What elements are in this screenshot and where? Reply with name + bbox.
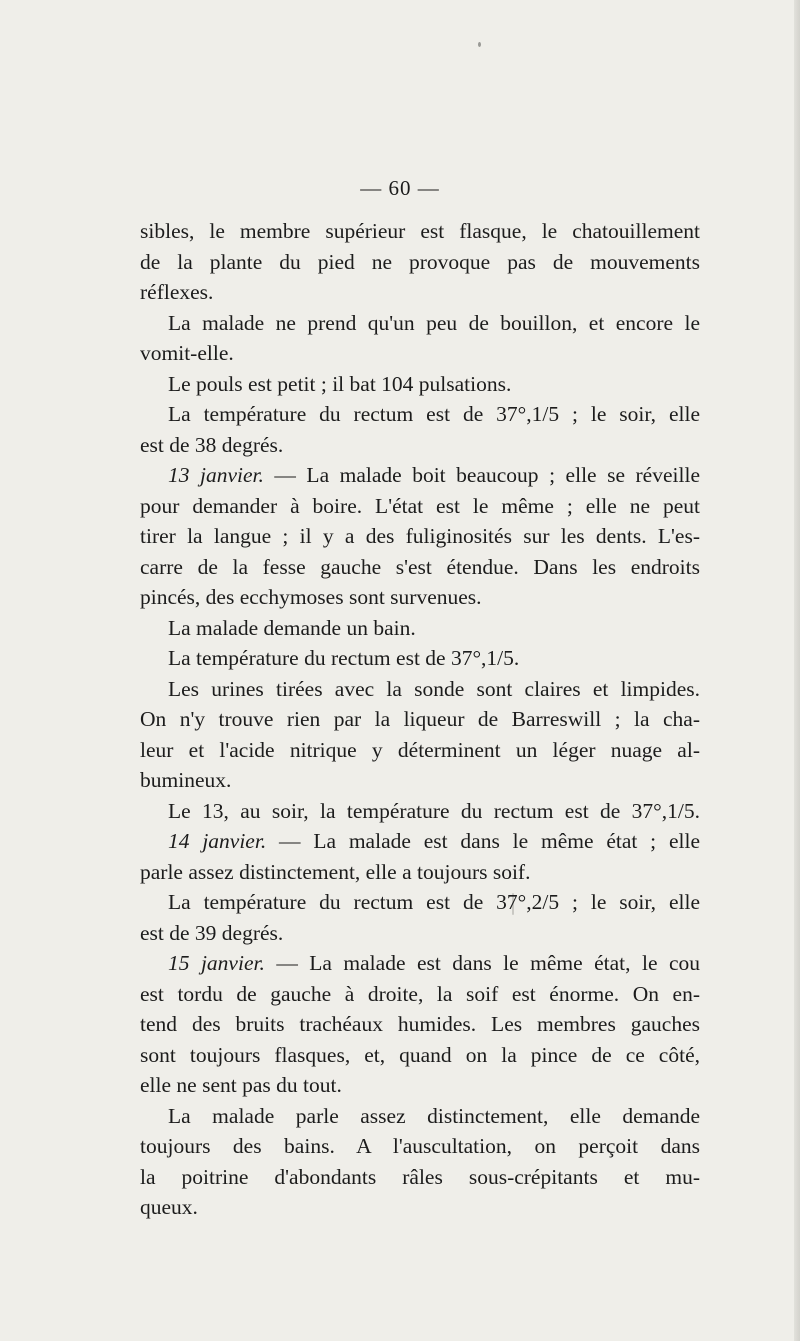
text-line (140, 918, 700, 949)
text-line (140, 826, 700, 857)
line-text: elle ne sent pas du tout. (140, 1073, 342, 1097)
entry-date: 15 janvier. (168, 951, 265, 975)
line-text: vomit-elle. (140, 341, 234, 365)
line-text: — La malade est dans le même état, le cou (264, 951, 700, 975)
line-text: est de 38 degrés. (140, 432, 284, 457)
line-text: tend des bruits trachéaux humides. Les membres gauches (140, 1012, 700, 1036)
line-text: sibles, le membre supérieur est flasque, le chatouillement (140, 219, 700, 243)
line-text: La malade demande un bain. (168, 615, 416, 640)
text-line (140, 948, 700, 979)
line-text: — La malade boit beaucoup ; elle se réveille (263, 463, 700, 487)
text-line (140, 704, 700, 735)
text-line (140, 460, 700, 491)
line-text: — La malade est dans le même état ; elle (266, 829, 700, 853)
line-text: sont toujours flasques, et, quand on la pince de ce côté, (140, 1042, 700, 1067)
text-line (140, 247, 700, 278)
line-text: La température du rectum est de 37°,1/5 ; le soir, elle (168, 402, 700, 426)
text-line (140, 1162, 700, 1193)
line-text: La température du rectum est de 37°,2/5 ; le soir, elle (168, 890, 700, 914)
line-text: Les urines tirées avec la sonde sont claires et limpides. (168, 676, 700, 701)
text-line (140, 1040, 700, 1071)
text-line (140, 1131, 700, 1162)
text-line (140, 277, 700, 308)
text-line (140, 430, 700, 461)
line-text: la poitrine d'abondants râles sous-crépitants et mu- (140, 1164, 700, 1189)
line-text: La température du rectum est de 37°,1/5. (168, 646, 520, 670)
text-line (140, 674, 700, 705)
text-line (140, 491, 700, 522)
text-line (140, 735, 700, 766)
text-line (140, 399, 700, 430)
line-text: pour demander à boire. L'état est le même ; elle ne peut (140, 493, 700, 518)
text-line (140, 582, 700, 613)
line-text: La malade parle assez distinctement, elle demande (168, 1103, 700, 1128)
line-text: leur et l'acide nitrique y déterminent un léger nuage al- (140, 737, 700, 762)
line-text: queux. (140, 1195, 198, 1219)
entry-date: 13 janvier. (168, 463, 264, 487)
text-line (140, 796, 700, 827)
line-text: Le 13, au soir, la température du rectum est de 37°,1/5. (168, 798, 700, 823)
line-text: On n'y trouve rien par la liqueur de Barreswill ; la cha- (140, 707, 700, 731)
text-line (140, 643, 700, 674)
line-text: bumineux. (140, 768, 232, 792)
text-line (140, 1009, 700, 1040)
entry-date: 14 janvier. (168, 829, 267, 853)
line-text: de la plante du pied ne provoque pas de mouvements (140, 249, 700, 274)
text-line (140, 1070, 700, 1101)
line-text: réflexes. (140, 280, 214, 304)
text-line (140, 369, 700, 400)
line-text: est tordu de gauche à droite, la soif est énorme. On en- (140, 981, 700, 1006)
text-line (140, 552, 700, 583)
text-line (140, 765, 700, 796)
text-line (140, 1192, 700, 1223)
line-text: carre de la fesse gauche s'est étendue. Dans les endroits (140, 554, 700, 579)
text-line (140, 979, 700, 1010)
text-line (140, 1101, 700, 1132)
text-line (140, 857, 700, 888)
line-text: est de 39 degrés. (140, 920, 284, 945)
line-text: tirer la langue ; il y a des fuliginosités sur les dents. L'es- (140, 524, 700, 548)
text-line (140, 887, 700, 918)
page-number: — 60 — (360, 176, 440, 200)
line-text: parle assez distinctement, elle a toujours soif. (140, 859, 531, 884)
text-line (140, 216, 700, 247)
text-line (140, 613, 700, 644)
text-line (140, 308, 700, 339)
ink-speck (478, 42, 481, 47)
page-edge (794, 0, 800, 1341)
body-text (140, 216, 700, 1223)
text-line (140, 338, 700, 369)
line-text: Le pouls est petit ; il bat 104 pulsations. (168, 371, 512, 396)
line-text: toujours des bains. A l'auscultation, on perçoit dans (140, 1134, 700, 1158)
text-line (140, 521, 700, 552)
line-text: pincés, des ecchymoses sont survenues. (140, 585, 482, 609)
line-text: La malade ne prend qu'un peu de bouillon, et encore le (168, 310, 700, 335)
